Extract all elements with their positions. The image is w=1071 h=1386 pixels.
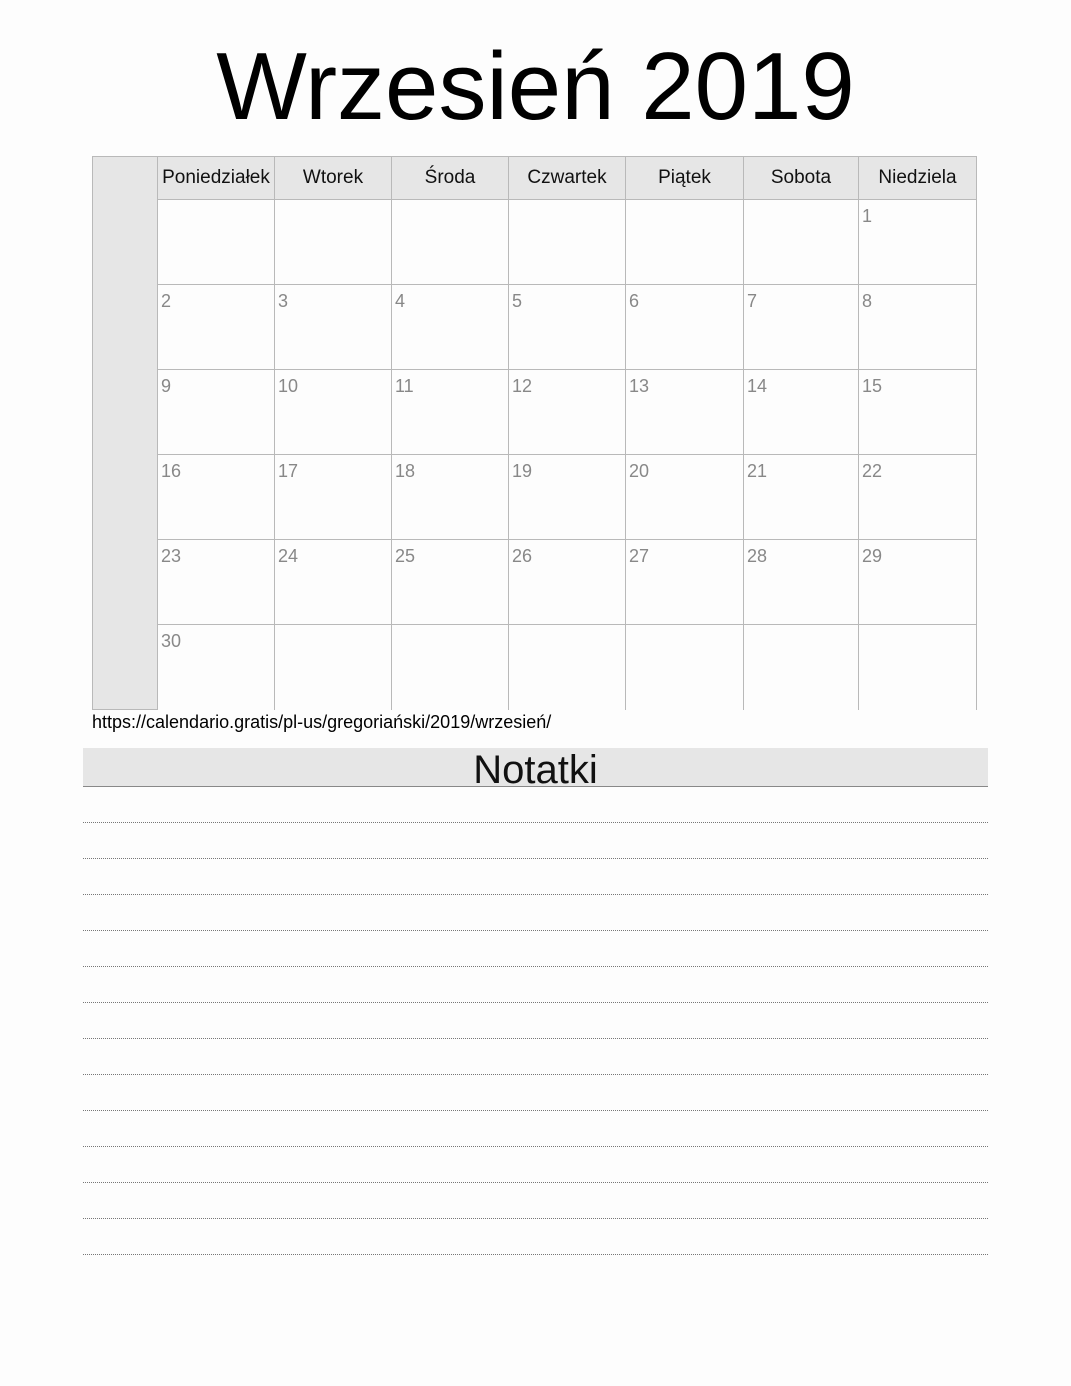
day-cell	[275, 200, 392, 285]
page-title: Wrzesień 2019	[216, 33, 855, 140]
notes-section	[83, 748, 988, 1255]
weekday-sunday: Niedziela	[859, 157, 976, 200]
day-cell	[859, 455, 976, 540]
day-number: 4	[395, 291, 406, 311]
day-number: 11	[395, 376, 414, 396]
day-cell	[744, 540, 859, 625]
day-number: 18	[395, 461, 416, 481]
day-cell	[275, 455, 392, 540]
day-number: 1	[862, 206, 873, 226]
day-number: 29	[862, 546, 883, 566]
note-line	[83, 931, 988, 967]
notes-heading: Notatki	[83, 748, 988, 787]
day-number: 9	[161, 376, 172, 396]
day-cell	[158, 455, 275, 540]
note-line	[83, 967, 988, 1003]
day-cell	[509, 540, 626, 625]
day-cell	[626, 455, 744, 540]
day-number: 10	[278, 376, 299, 396]
note-line	[83, 1003, 988, 1039]
day-number: 15	[862, 376, 883, 396]
note-line	[83, 1147, 988, 1183]
day-cell	[859, 625, 976, 710]
note-line	[83, 895, 988, 931]
day-cell	[158, 540, 275, 625]
day-cell	[275, 370, 392, 455]
day-number: 13	[629, 376, 650, 396]
day-cell	[158, 625, 275, 710]
note-line	[83, 1111, 988, 1147]
day-cell	[392, 200, 509, 285]
day-number: 24	[278, 546, 299, 566]
day-number: 30	[161, 631, 182, 651]
note-line	[83, 1219, 988, 1255]
day-number: 28	[747, 546, 768, 566]
day-cell	[626, 285, 744, 370]
day-cell	[744, 455, 859, 540]
day-cell	[158, 285, 275, 370]
weekday-monday: Poniedziałek	[158, 157, 275, 200]
day-cell	[509, 370, 626, 455]
note-line	[83, 823, 988, 859]
day-cell	[392, 540, 509, 625]
day-cell	[509, 455, 626, 540]
day-cell	[158, 200, 275, 285]
weekday-thursday: Czwartek	[509, 157, 626, 200]
day-cell	[509, 285, 626, 370]
source-url: https://calendario.gratis/pl-us/gregoriański/2019/wrzesień/	[92, 712, 552, 732]
day-number: 19	[512, 461, 533, 481]
day-number: 5	[512, 291, 523, 311]
day-cell	[392, 455, 509, 540]
day-number: 25	[395, 546, 416, 566]
day-number: 12	[512, 376, 533, 396]
calendar-days	[158, 157, 976, 709]
day-number: 20	[629, 461, 650, 481]
day-number: 27	[629, 546, 650, 566]
day-cell	[859, 540, 976, 625]
day-number: 16	[161, 461, 182, 481]
day-cell	[392, 285, 509, 370]
note-line	[83, 1075, 988, 1111]
day-cell	[275, 540, 392, 625]
day-cell	[859, 285, 976, 370]
day-number: 2	[161, 291, 172, 311]
day-number: 3	[278, 291, 289, 311]
day-cell	[509, 200, 626, 285]
day-cell	[859, 370, 976, 455]
day-number: 8	[862, 291, 873, 311]
day-cell	[744, 285, 859, 370]
day-number: 17	[278, 461, 299, 481]
day-number: 21	[747, 461, 768, 481]
day-cell	[392, 370, 509, 455]
day-cell	[744, 200, 859, 285]
note-line	[83, 1039, 988, 1075]
day-cell	[744, 625, 859, 710]
note-line	[83, 787, 988, 823]
day-number: 7	[747, 291, 758, 311]
note-line	[83, 859, 988, 895]
weekday-wednesday: Środa	[392, 157, 509, 200]
day-cell	[275, 625, 392, 710]
day-cell	[859, 200, 976, 285]
day-cell	[509, 625, 626, 710]
day-cell	[158, 370, 275, 455]
day-cell	[626, 200, 744, 285]
day-cell	[392, 625, 509, 710]
note-line	[83, 1183, 988, 1219]
day-cell	[275, 285, 392, 370]
weekday-saturday: Sobota	[744, 157, 859, 200]
weekday-tuesday: Wtorek	[275, 157, 392, 200]
calendar-grid	[92, 156, 977, 710]
day-number: 14	[747, 376, 768, 396]
day-cell	[744, 370, 859, 455]
day-number: 26	[512, 546, 533, 566]
weekday-friday: Piątek	[626, 157, 744, 200]
day-number: 6	[629, 291, 640, 311]
day-cell	[626, 540, 744, 625]
day-cell	[626, 625, 744, 710]
week-sidebar	[93, 157, 158, 709]
day-cell	[626, 370, 744, 455]
day-number: 23	[161, 546, 182, 566]
day-number: 22	[862, 461, 883, 481]
